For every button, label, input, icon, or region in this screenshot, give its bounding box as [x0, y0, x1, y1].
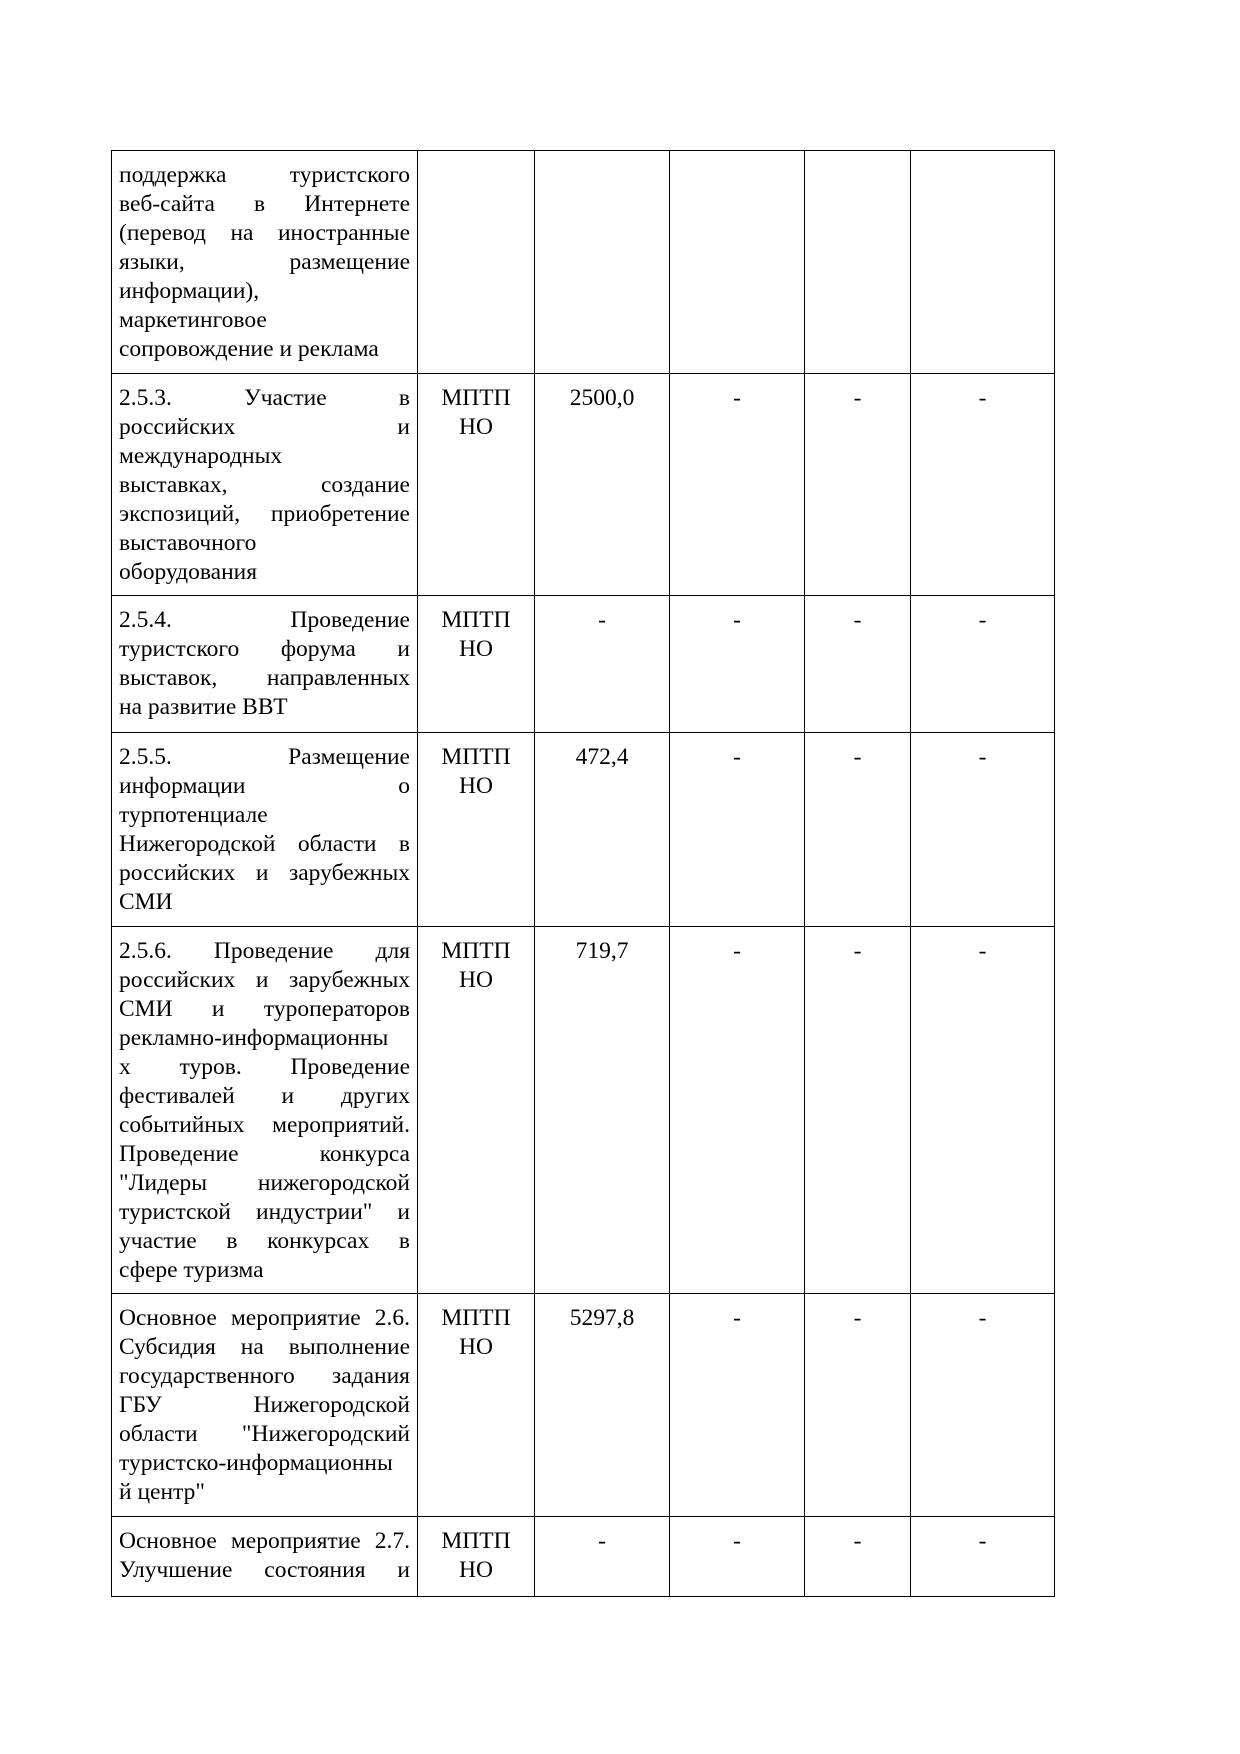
measure-description-cell	[112, 596, 418, 733]
value-cell: -	[670, 374, 805, 596]
executor-cell	[418, 927, 535, 1294]
executor-cell	[418, 1294, 535, 1517]
desc-line: информации),	[119, 278, 260, 304]
desc-line: фестивалей и других	[119, 1083, 410, 1109]
value-cell: -	[911, 1517, 1055, 1597]
value-cell: -	[911, 733, 1055, 927]
value-cell	[670, 151, 805, 374]
value-cell	[535, 151, 670, 374]
desc-line: маркетинговое	[119, 307, 267, 333]
value-cell: -	[911, 1294, 1055, 1517]
value-cell: -	[911, 374, 1055, 596]
value-cell: -	[535, 596, 670, 733]
desc-line: СМИ и туроператоров	[119, 996, 410, 1022]
executor-line: МПТП	[441, 744, 511, 770]
value-cell	[805, 151, 911, 374]
value-cell: -	[670, 1517, 805, 1597]
executor-cell	[418, 733, 535, 927]
executor-line: НО	[459, 414, 493, 440]
executor-line: МПТП	[441, 385, 511, 411]
desc-line: (перевод на иностранные	[119, 220, 410, 246]
desc-line: выставках, создание	[119, 472, 410, 498]
executor-line: НО	[459, 636, 493, 662]
desc-line: "Лидеры нижегородской	[119, 1170, 410, 1196]
measures-table-body	[112, 151, 1055, 1597]
desc-line: сопровождение и реклама	[119, 336, 379, 362]
value-cell: -	[670, 927, 805, 1294]
desc-line: СМИ	[119, 889, 173, 915]
value-cell: 719,7	[535, 927, 670, 1294]
desc-line: туристской индустрии" и	[119, 1199, 410, 1225]
table-row	[112, 733, 1055, 927]
executor-line: МПТП	[441, 1528, 511, 1554]
table-row	[112, 1517, 1055, 1597]
table-row	[112, 374, 1055, 596]
desc-line: сфере туризма	[119, 1257, 264, 1283]
executor-line: НО	[459, 773, 493, 799]
desc-line: Основное мероприятие 2.6.	[119, 1305, 410, 1331]
desc-line: туристско-информационны	[119, 1450, 393, 1476]
measures-table	[111, 150, 1055, 1597]
value-cell: 472,4	[535, 733, 670, 927]
desc-line: выставок, направленных	[119, 665, 410, 691]
desc-line: государственного задания	[119, 1363, 410, 1389]
executor-line: МПТП	[441, 1305, 511, 1331]
value-cell: -	[670, 733, 805, 927]
desc-line: области "Нижегородский	[119, 1421, 410, 1447]
value-cell: -	[805, 1517, 911, 1597]
desc-line: х туров. Проведение	[119, 1054, 410, 1080]
value-cell: -	[805, 596, 911, 733]
desc-line: на развитие ВВТ	[119, 694, 288, 720]
desc-line: выставочного	[119, 530, 257, 556]
desc-line: Субсидия на выполнение	[119, 1334, 410, 1360]
desc-line: й центр"	[119, 1479, 205, 1505]
desc-line: 2.5.6. Проведение для	[119, 938, 410, 964]
executor-cell	[418, 151, 535, 374]
table-row	[112, 151, 1055, 374]
desc-line: 2.5.3. Участие в	[119, 385, 410, 411]
value-cell: 2500,0	[535, 374, 670, 596]
desc-line: Основное мероприятие 2.7.	[119, 1528, 410, 1554]
measure-description-cell	[112, 374, 418, 596]
value-cell: -	[805, 1294, 911, 1517]
executor-cell	[418, 596, 535, 733]
desc-line: экспозиций, приобретение	[119, 501, 410, 527]
desc-line: веб-сайта в Интернете	[119, 191, 410, 217]
table-row	[112, 596, 1055, 733]
measure-description-cell	[112, 1517, 418, 1597]
desc-line: информации о	[119, 773, 410, 799]
value-cell: -	[805, 927, 911, 1294]
executor-cell	[418, 1517, 535, 1597]
desc-line: оборудования	[119, 559, 258, 585]
desc-line: российских и зарубежных	[119, 967, 410, 993]
measure-description-cell	[112, 151, 418, 374]
desc-line: событийных мероприятий.	[119, 1112, 410, 1138]
desc-line: турпотенциале	[119, 802, 268, 828]
desc-line: рекламно-информационны	[119, 1025, 389, 1051]
table-row	[112, 927, 1055, 1294]
desc-line: Улучшение состояния и	[119, 1557, 410, 1583]
executor-line: НО	[459, 1557, 493, 1583]
value-cell: -	[805, 374, 911, 596]
executor-line: МПТП	[441, 607, 511, 633]
desc-line: 2.5.4. Проведение	[119, 607, 410, 633]
executor-cell	[418, 374, 535, 596]
table-row	[112, 1294, 1055, 1517]
desc-line: поддержка туристского	[119, 162, 410, 188]
desc-line: российских и	[119, 414, 410, 440]
value-cell: 5297,8	[535, 1294, 670, 1517]
value-cell: -	[805, 733, 911, 927]
executor-line: НО	[459, 1334, 493, 1360]
measure-description-cell	[112, 927, 418, 1294]
desc-line: 2.5.5. Размещение	[119, 744, 410, 770]
executor-line: МПТП	[441, 938, 511, 964]
desc-line: участие в конкурсах в	[119, 1228, 410, 1254]
value-cell: -	[911, 596, 1055, 733]
desc-line: языки, размещение	[119, 249, 410, 275]
executor-line: НО	[459, 967, 493, 993]
desc-line: российских и зарубежных	[119, 860, 410, 886]
value-cell: -	[670, 1294, 805, 1517]
value-cell: -	[670, 596, 805, 733]
measure-description-cell	[112, 733, 418, 927]
desc-line: международных	[119, 443, 283, 469]
desc-line: туристского форума и	[119, 636, 410, 662]
value-cell: -	[535, 1517, 670, 1597]
value-cell	[911, 151, 1055, 374]
measure-description-cell	[112, 1294, 418, 1517]
desc-line: Нижегородской области в	[119, 831, 410, 857]
value-cell: -	[911, 927, 1055, 1294]
desc-line: Проведение конкурса	[119, 1141, 410, 1167]
desc-line: ГБУ Нижегородской	[119, 1392, 410, 1418]
